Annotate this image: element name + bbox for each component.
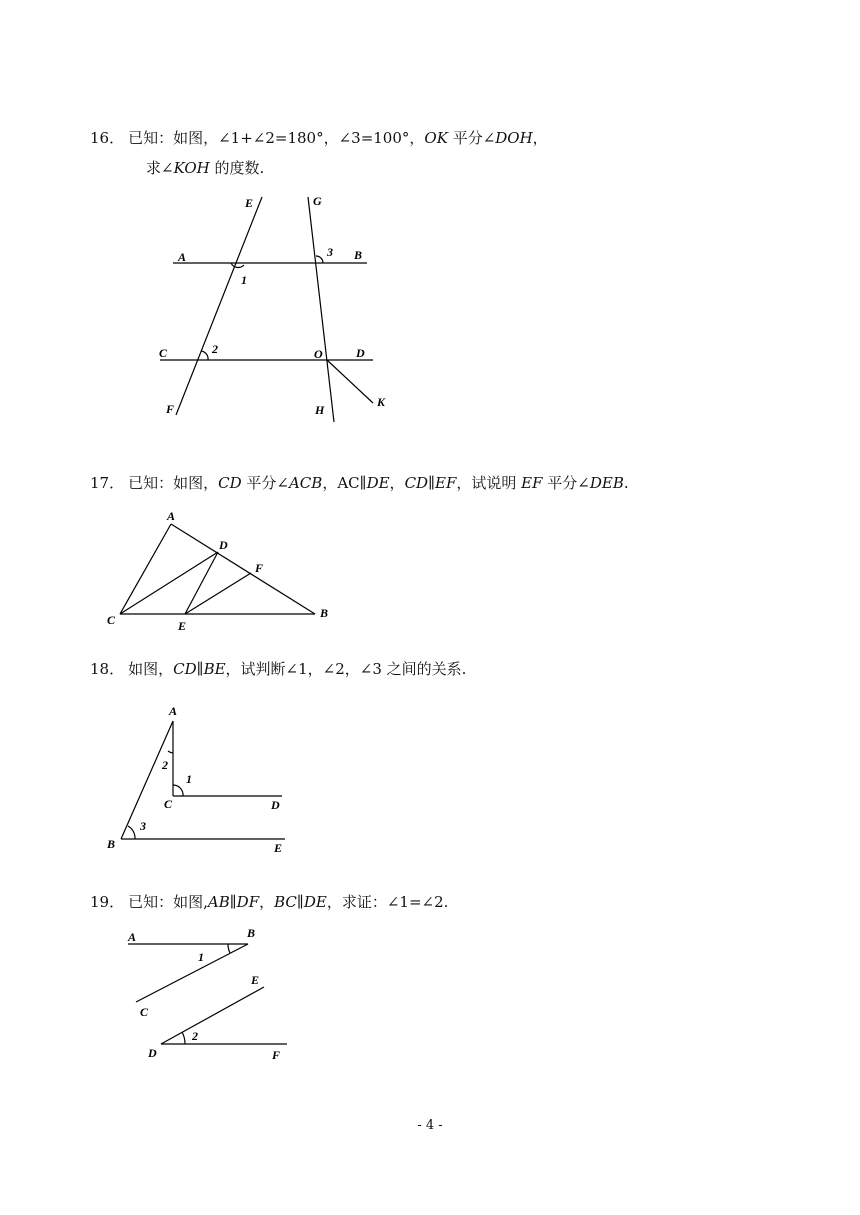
label-f: F <box>166 402 175 416</box>
angle-1-arc <box>228 944 230 953</box>
label-f: F <box>255 561 264 575</box>
ray-de <box>161 987 264 1044</box>
label-d: D <box>148 1046 157 1060</box>
label-g: G <box>313 194 322 208</box>
label-angle-3: 3 <box>140 819 146 833</box>
text-run: ，AC∥ <box>322 474 367 492</box>
segment-ac <box>120 524 171 614</box>
text-run: 的度数. <box>209 159 265 177</box>
text-run: 平分∠ <box>542 474 590 492</box>
angle-3-arc <box>316 256 323 263</box>
label-a: A <box>167 509 176 523</box>
text-run: 平分∠ <box>241 474 289 492</box>
figure-16 <box>159 194 386 422</box>
label-d: D <box>271 798 280 812</box>
text-run: ∥ <box>428 474 436 492</box>
angle-2-arc <box>168 751 173 753</box>
text-run: 已知：如图，∠1+∠2=180°，∠3=100°， <box>128 129 425 147</box>
math-variable: CD <box>173 660 197 678</box>
math-variable: DE <box>366 474 390 492</box>
label-d: D <box>219 538 228 552</box>
text-run: 平分∠ <box>447 129 496 147</box>
label-b: B <box>354 248 363 262</box>
label-c: C <box>140 1005 149 1019</box>
label-k: K <box>377 395 386 409</box>
text-run: ， <box>259 893 275 911</box>
figure-18 <box>106 704 285 855</box>
label-b: B <box>247 926 256 940</box>
label-b: B <box>107 837 116 851</box>
label-c: C <box>164 797 173 811</box>
text-run: ∥ <box>229 893 237 911</box>
ray-bc <box>136 944 248 1002</box>
label-e: E <box>178 619 187 633</box>
figure-19 <box>127 926 287 1062</box>
page-number: - 4 - <box>417 1118 443 1133</box>
question-number: 19． <box>90 893 125 911</box>
line-gh <box>308 197 334 422</box>
label-o: O <box>314 347 323 361</box>
math-variable: EF <box>435 474 457 492</box>
label-angle-2: 2 <box>192 1029 198 1043</box>
label-angle-3: 3 <box>327 245 333 259</box>
text-run: 已知：如图, <box>128 893 208 911</box>
question-number: 17． <box>90 474 125 492</box>
math-variable: DF <box>236 893 260 911</box>
segment-ab <box>121 721 173 839</box>
label-angle-1: 1 <box>198 950 204 964</box>
angle-3-arc <box>128 826 135 839</box>
angle-1-arc <box>231 263 244 267</box>
label-c: C <box>107 613 116 627</box>
label-angle-2: 2 <box>212 342 218 356</box>
math-variable: DE <box>303 893 327 911</box>
math-variable: BE <box>203 660 226 678</box>
label-f: F <box>272 1048 281 1062</box>
angle-2-arc <box>201 351 208 360</box>
text-run: ，求证：∠1=∠2. <box>326 893 449 911</box>
math-variable: AB <box>207 893 230 911</box>
label-d: D <box>356 346 365 360</box>
text-run: ， <box>532 129 548 147</box>
text-run: ∥ <box>196 660 204 678</box>
label-e: E <box>274 841 283 855</box>
segment-ef <box>185 573 251 614</box>
math-variable: ACB <box>288 474 323 492</box>
label-b: B <box>320 606 329 620</box>
label-angle-2: 2 <box>162 758 168 772</box>
label-a: A <box>169 704 178 718</box>
math-variable: DOH <box>495 129 533 147</box>
label-angle-1: 1 <box>241 273 247 287</box>
math-variable: DEB <box>589 474 624 492</box>
segment-de <box>185 552 218 614</box>
text-run: ， <box>389 474 405 492</box>
label-h: H <box>315 403 325 417</box>
label-e: E <box>245 196 254 210</box>
math-variable: CD <box>404 474 429 492</box>
text-run: 求∠ <box>146 159 174 177</box>
math-variable: EF <box>521 474 543 492</box>
text-run: . <box>623 474 629 492</box>
text-run: ，试判断∠1，∠2，∠3 之间的关系. <box>225 660 467 678</box>
figure-17 <box>107 509 328 633</box>
label-e: E <box>251 973 260 987</box>
math-variable: CD <box>218 474 242 492</box>
segment-cd <box>120 552 218 614</box>
label-a: A <box>178 250 187 264</box>
angle-1-arc <box>173 785 183 796</box>
angle-2-arc <box>182 1032 185 1044</box>
math-variable: BC <box>274 893 297 911</box>
text-run: 已知：如图， <box>128 474 219 492</box>
question-number: 18． <box>90 660 125 678</box>
text-run: 如图， <box>128 660 174 678</box>
label-c: C <box>159 346 168 360</box>
text-run: ，试说明 <box>456 474 522 492</box>
label-angle-1: 1 <box>186 772 192 786</box>
math-variable: OK <box>424 129 448 147</box>
math-variable: KOH <box>173 159 210 177</box>
question-number: 16． <box>90 129 125 147</box>
label-a: A <box>128 930 137 944</box>
text-run: ∥ <box>296 893 304 911</box>
ray-ok <box>327 360 373 403</box>
line-ef <box>176 197 262 415</box>
